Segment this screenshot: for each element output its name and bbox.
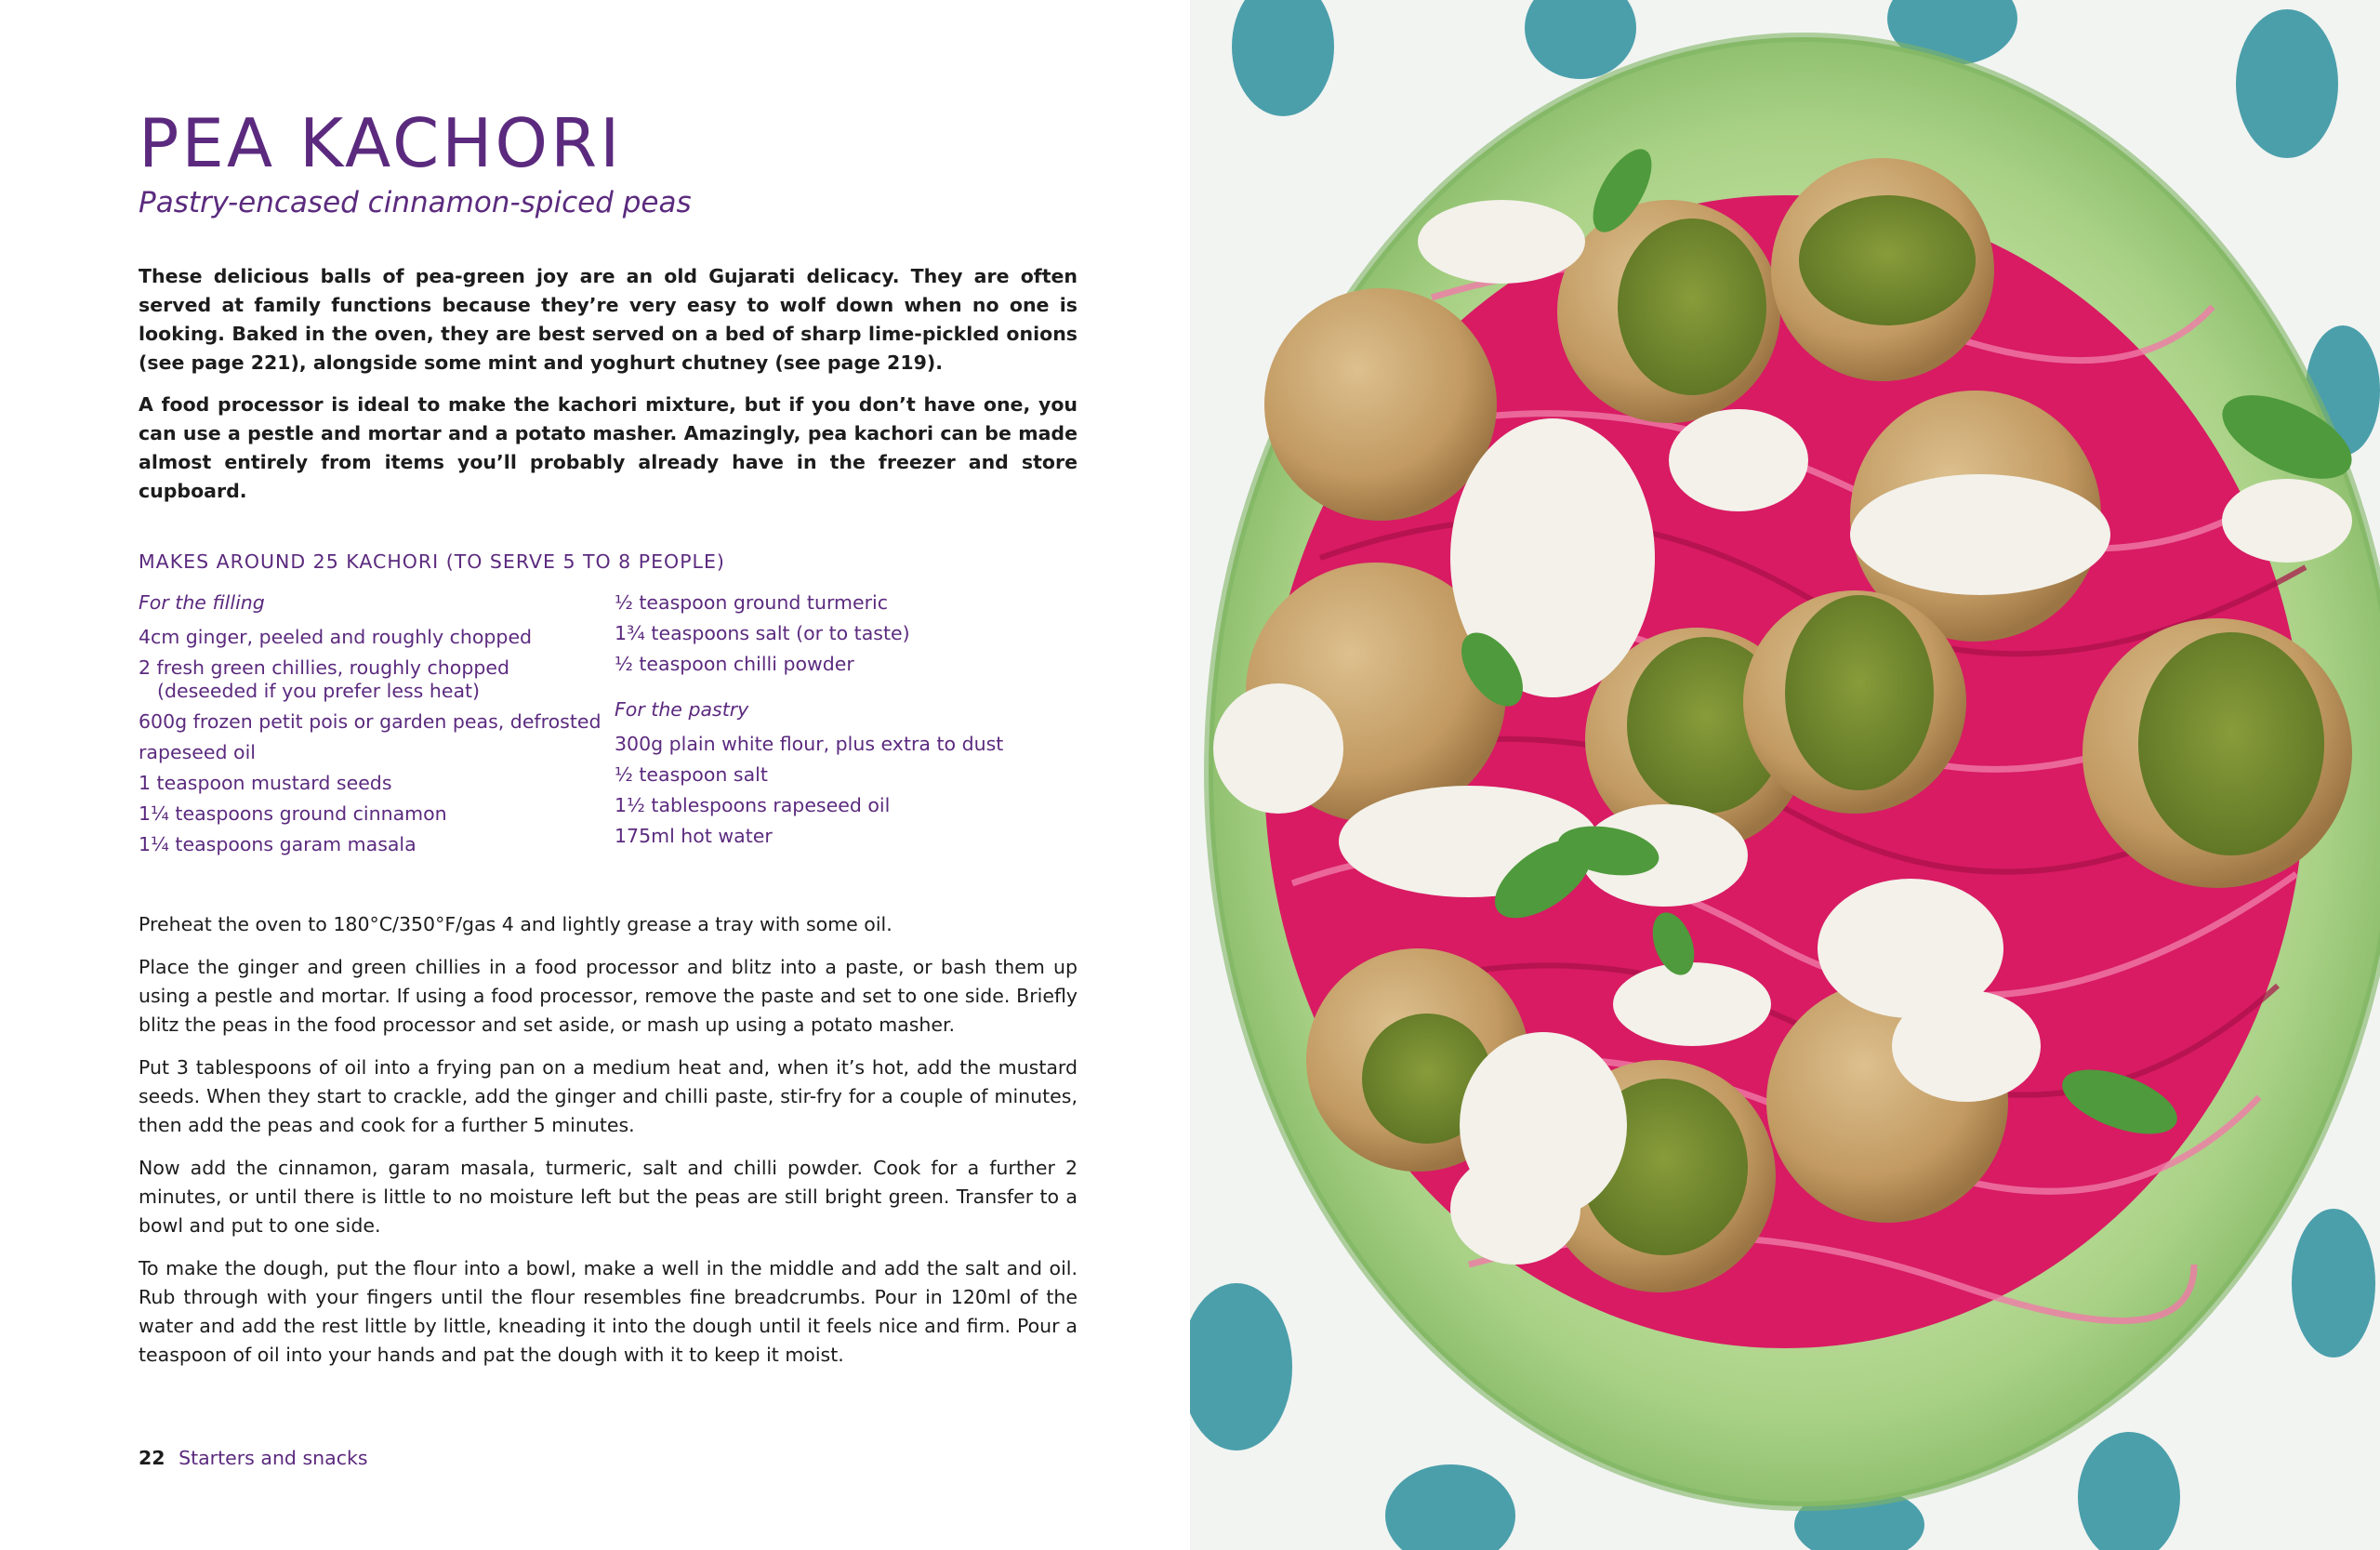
- ingredient-item: ½ teaspoon chilli powder: [615, 653, 854, 675]
- ingredient-item: rapeseed oil: [139, 741, 256, 763]
- ingredient-item: 1¾ teaspoons salt (or to taste): [615, 622, 910, 644]
- intro-paragraph: These delicious balls of pea-green joy are an old Gujarati delicacy. They are often served at family functions because they’re very easy to wolf down when no one is looking. Baked in the oven, they are best served on a bed of sharp lime-pickled onions (see page 221), alongside some mint and yoghurt chutney (see page 219).: [139, 265, 1078, 374]
- method-step: Preheat the oven to 180°C/350°F/gas 4 and lightly grease a tray with some oil.: [139, 913, 892, 935]
- method-step: Place the ginger and green chillies in a food processor and blitz into a paste, or bash them up using a pestle and mortar. If using a food processor, remove the paste and set to one side. Briefly blitz the peas in the food processor and set aside, or mash up using a potato masher.: [139, 956, 1078, 1036]
- ingredient-item: 175ml hot water: [615, 825, 773, 847]
- ingredient-item: ½ teaspoon ground turmeric: [615, 591, 889, 614]
- ingredients-list: [139, 591, 1078, 864]
- ingredient-item: 1½ tablespoons rapeseed oil: [615, 794, 891, 816]
- ingredient-item: [139, 656, 615, 703]
- recipe-subtitle: Pastry-encased cinnamon-spiced peas: [139, 186, 692, 219]
- ingredient-note: (deseeded if you prefer less heat): [157, 680, 481, 702]
- method-step: To make the dough, put the flour into a bowl, make a well in the middle and add the salt and oil. Rub through with your fingers until the flour resembles fine breadcrumbs. Pour in 120ml of the water and add the rest little by little, kneading it into the dough until it feels nice and firm. Pour a teaspoon of oil into your hands and pat the dough with it to keep it moist.: [139, 1257, 1078, 1366]
- filling-heading: For the filling: [139, 591, 265, 614]
- page-footer: [139, 1445, 368, 1471]
- ingredient-item: ½ teaspoon salt: [615, 763, 768, 786]
- ingredient-text: 2 fresh green chillies, roughly chopped: [139, 656, 509, 679]
- method-step: Now add the cinnamon, garam masala, turmeric, salt and chilli powder. Cook for a further 2 minutes, or until there is little to no moisture left but the peas are still bright green. Transfer to a bowl and put to one side.: [139, 1157, 1078, 1237]
- ingredients-column-right: [615, 591, 1078, 864]
- ingredient-item: 1¼ teaspoons garam masala: [139, 833, 416, 855]
- ingredient-item: 1 teaspoon mustard seeds: [139, 772, 392, 794]
- food-photo: [1190, 0, 2380, 1550]
- recipe-title: PEA KACHORI: [139, 104, 623, 182]
- recipe-intro: [139, 262, 1078, 506]
- ingredient-item: 1¼ teaspoons ground cinnamon: [139, 802, 447, 825]
- pastry-heading: For the pastry: [615, 698, 749, 721]
- yield-heading: MAKES AROUND 25 KACHORI (TO SERVE 5 TO 8 PEOPLE): [139, 550, 725, 573]
- section-name: Starters and snacks: [178, 1447, 368, 1469]
- ingredient-item: 300g plain white flour, plus extra to dust: [615, 733, 1004, 755]
- intro-paragraph: A food processor is ideal to make the kachori mixture, but if you don’t have one, you can use a pestle and mortar and a potato masher. Amazingly, pea kachori can be made almost entirely from items you’ll probably already have in the freezer and store cupboard.: [139, 393, 1078, 502]
- ingredients-column-left: [139, 591, 615, 864]
- page-number: 22: [139, 1447, 165, 1469]
- recipe-content: [139, 102, 1078, 1370]
- method-step: Put 3 tablespoons of oil into a frying pan on a medium heat and, when it’s hot, add the mustard seeds. When they start to crackle, add the ginger and chilli paste, stir-fry for a couple of minutes, then add the peas and cook for a further 5 minutes.: [139, 1056, 1078, 1136]
- method-steps: [139, 910, 1078, 1370]
- ingredient-item: 600g frozen petit pois or garden peas, defrosted: [139, 710, 602, 733]
- ingredient-item: 4cm ginger, peeled and roughly chopped: [139, 626, 533, 648]
